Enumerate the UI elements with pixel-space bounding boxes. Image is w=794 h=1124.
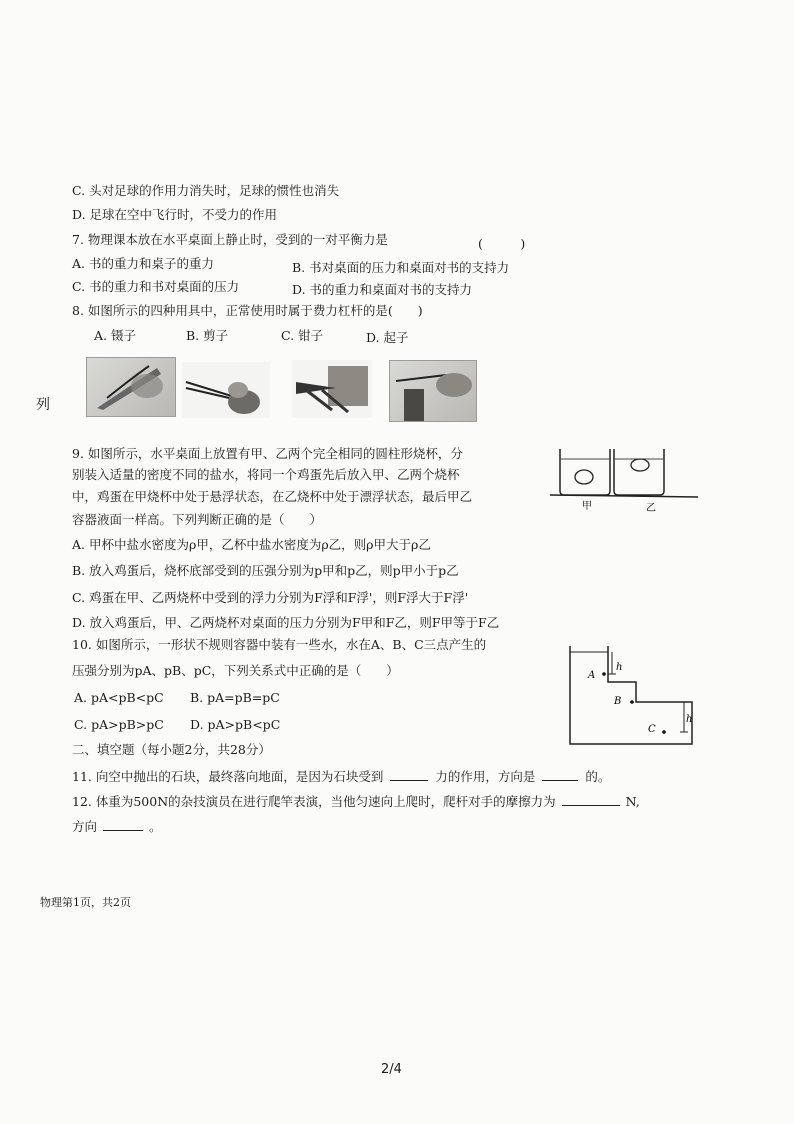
q8-option-c: C. 钳子 — [281, 328, 324, 343]
q12-text-1: 12. 体重为500N的杂技演员在进行爬竿表演，当他匀速向上爬时，爬杆对手的摩擦力为 — [72, 794, 556, 809]
q10-option-c: C. pA>pB>pC — [74, 717, 164, 732]
q10-stem-line1: 10. 如图所示，一形状不规则容器中装有一些水，水在A、B、C三点产生的 — [72, 637, 487, 652]
q7-stem: 7. 物理课本放在水平桌面上静止时，受到的一对平衡力是 — [72, 232, 388, 247]
q9-option-c: C. 鸡蛋在甲、乙两烧杯中受到的浮力分别为F浮和F浮'，则F浮大于F浮' — [72, 590, 469, 605]
margin-mark: 列 — [36, 397, 50, 413]
q9-stem-line4: 容器液面一样高。下列判断正确的是（ ） — [72, 512, 323, 527]
h-label-top: h — [616, 662, 623, 673]
q8-option-d: D. 起子 — [366, 330, 409, 345]
q7-option-d: D. 书的重力和桌面对书的支持力 — [292, 282, 473, 297]
tweezers-photo — [86, 357, 176, 417]
container-figure — [560, 640, 700, 750]
q8-option-a: A. 镊子 — [94, 328, 136, 343]
q11-blank-2[interactable] — [542, 768, 578, 781]
bottle-opener-photo — [389, 360, 477, 422]
q9-option-a: A. 甲杯中盐水密度为ρ甲，乙杯中盐水密度为ρ乙，则ρ甲大于ρ乙 — [72, 537, 431, 552]
q11-line — [72, 768, 610, 785]
point-c-label: C — [648, 724, 656, 735]
section-2-title: 二、填空题（每小题2分，共28分） — [72, 742, 271, 757]
h-label-bottom: h — [686, 714, 693, 725]
pliers-photo — [292, 360, 372, 418]
q12-blank-2[interactable] — [103, 818, 143, 831]
scissors-photo — [182, 362, 270, 418]
q7-answer-paren: ( ) — [478, 236, 526, 251]
q9-stem-line2: 别装入适量的密度不同的盐水，将同一个鸡蛋先后放入甲、乙两个烧杯 — [72, 467, 460, 482]
beakers-figure — [550, 445, 700, 515]
q7-option-a: A. 书的重力和桌子的重力 — [72, 256, 214, 271]
q12-text-3: 。 — [148, 819, 162, 834]
egg-in-yi — [631, 459, 649, 471]
q10-option-a: A. pA<pB<pC — [74, 690, 164, 705]
label-yi: 乙 — [646, 503, 656, 514]
q9-stem-line3: 中，鸡蛋在甲烧杯中处于悬浮状态，在乙烧杯中处于漂浮状态，最后甲乙 — [72, 489, 473, 504]
q9-option-d: D. 放入鸡蛋后，甲、乙两烧杯对桌面的压力分别为F甲和F乙，则F甲等于F乙 — [72, 615, 500, 630]
label-jia: 甲 — [582, 501, 592, 512]
page-number: 2/4 — [381, 1062, 402, 1077]
q11-blank-1[interactable] — [390, 768, 428, 781]
point-b-label: B — [614, 696, 622, 707]
q11-text-3: 的。 — [585, 769, 611, 784]
q12-line2 — [72, 818, 162, 835]
q6-option-d: D. 足球在空中飞行时，不受力的作用 — [72, 207, 278, 222]
q12-text-2: 方向 — [72, 819, 98, 834]
q11-text-2: 力的作用，方向是 — [435, 769, 536, 784]
q7-option-b: B. 书对桌面的压力和桌面对书的支持力 — [292, 260, 510, 275]
point-a-label: A — [588, 670, 596, 681]
q8-option-b: B. 剪子 — [186, 328, 229, 343]
q12-line1 — [72, 793, 640, 810]
q9-option-b: B. 放入鸡蛋后，烧杯底部受到的压强分别为p甲和p乙，则p甲小于p乙 — [72, 563, 459, 578]
q11-text-1: 11. 向空中抛出的石块，最终落向地面，是因为石块受到 — [72, 769, 384, 784]
q10-option-b: B. pA=pB=pC — [190, 690, 280, 705]
q9-stem-line1: 9. 如图所示，水平桌面上放置有甲、乙两个完全相同的圆柱形烧杯，分 — [72, 446, 463, 461]
q6-option-c: C. 头对足球的作用力消失时，足球的惯性也消失 — [72, 183, 340, 198]
q12-unit: N, — [625, 794, 640, 809]
q10-option-d: D. pA>pB<pC — [190, 717, 281, 732]
page-footer: 物理第1页，共2页 — [40, 896, 131, 909]
q7-option-c: C. 书的重力和书对桌面的压力 — [72, 279, 240, 294]
q8-stem: 8. 如图所示的四种用具中，正常使用时属于费力杠杆的是( ) — [72, 303, 423, 318]
q10-stem-line2: 压强分别为pA、pB、pC，下列关系式中正确的是（ ） — [72, 663, 399, 678]
egg-in-jia — [575, 470, 593, 484]
q12-blank-1[interactable] — [562, 793, 620, 806]
